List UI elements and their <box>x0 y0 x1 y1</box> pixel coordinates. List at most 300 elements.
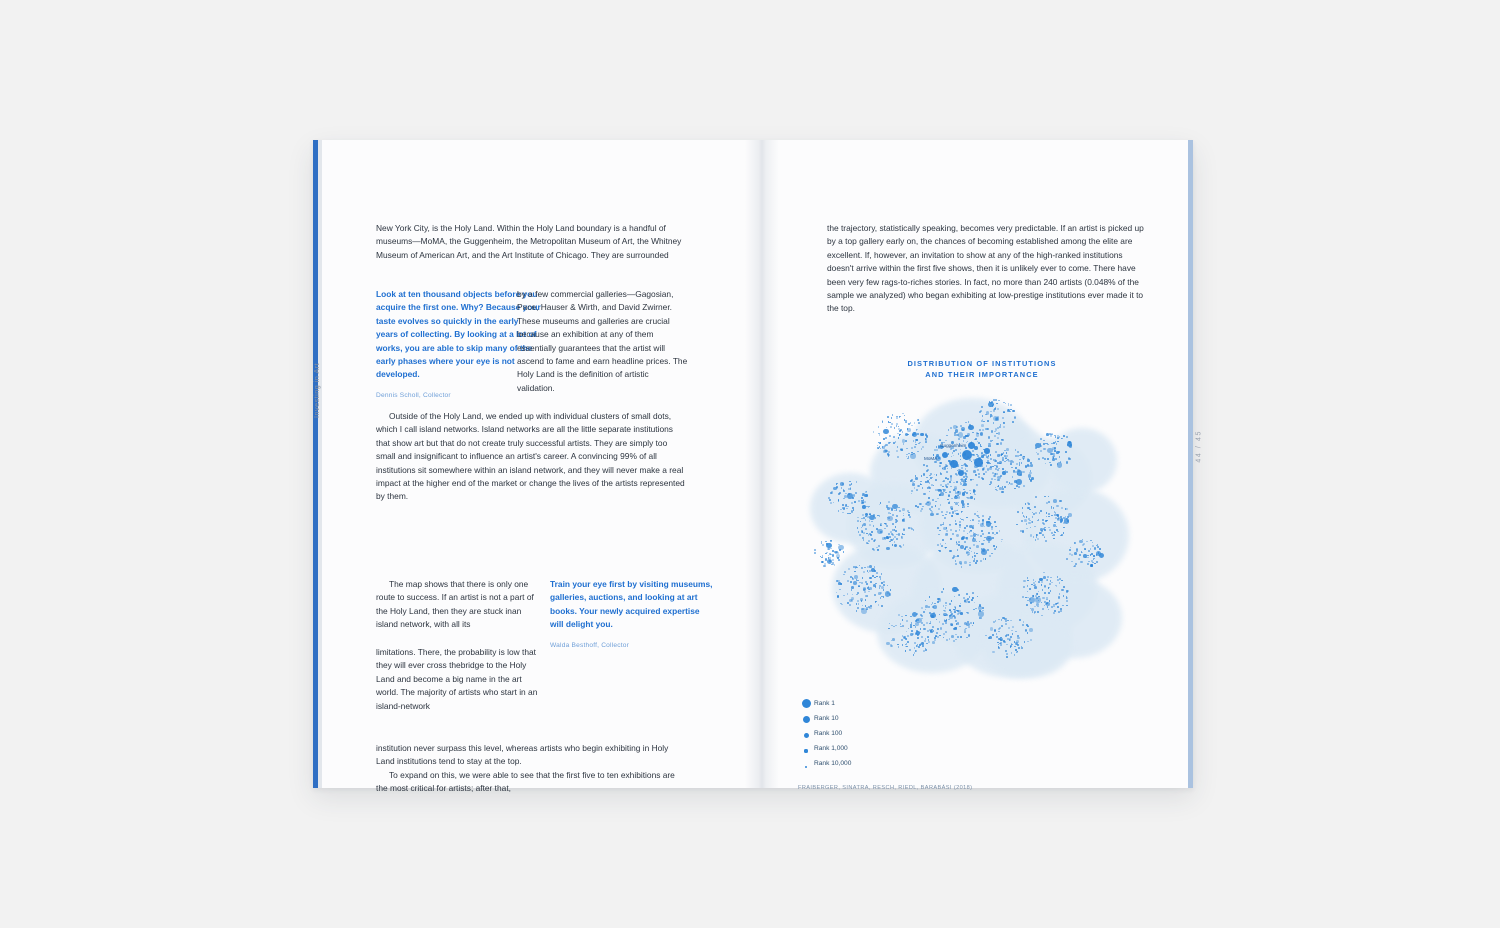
institution-dot <box>914 647 916 649</box>
institution-dot <box>920 503 922 505</box>
institution-dot <box>847 580 849 582</box>
institution-dot <box>1090 548 1092 550</box>
institution-dot <box>1012 476 1014 478</box>
institution-dots <box>792 378 1182 678</box>
institution-dot <box>910 626 912 628</box>
institution-dot <box>974 602 976 604</box>
institution-dot <box>850 488 852 490</box>
institution-dot <box>854 575 858 579</box>
institution-dot <box>990 458 992 460</box>
institution-dot <box>880 523 882 525</box>
institution-dot <box>934 449 936 451</box>
institution-dot <box>996 633 998 635</box>
institution-dot <box>1023 586 1025 588</box>
institution-dot <box>950 538 952 540</box>
institution-dot <box>862 505 866 509</box>
institution-dot <box>861 502 864 505</box>
institution-dot <box>954 434 956 436</box>
institution-dot <box>1085 549 1087 551</box>
institution-dot <box>946 471 948 473</box>
institution-dot <box>915 444 917 446</box>
institution-dot <box>983 558 985 560</box>
institution-dot <box>890 531 892 533</box>
institution-dot <box>978 517 980 519</box>
institution-dot <box>862 537 864 539</box>
institution-dot <box>963 436 966 439</box>
institution-dot <box>1054 447 1056 449</box>
institution-dot <box>935 479 937 481</box>
institution-dot <box>878 604 880 606</box>
institution-dot <box>972 597 974 599</box>
institution-dot <box>836 551 838 553</box>
institution-dot <box>1023 485 1025 487</box>
institution-dot <box>1007 620 1009 622</box>
institution-dot <box>980 560 982 562</box>
institution-dot <box>1040 450 1042 452</box>
institution-dot <box>857 607 859 609</box>
institution-dot <box>997 408 999 410</box>
figure-title <box>772 358 1192 380</box>
institution-dot <box>967 503 969 505</box>
institution-dot <box>981 617 983 619</box>
institution-dot <box>939 465 941 467</box>
institution-dot <box>960 449 962 451</box>
institution-dot <box>960 612 963 615</box>
institution-dot <box>894 427 896 429</box>
institution-dot <box>1048 516 1050 518</box>
institution-dot <box>1022 596 1024 598</box>
institution-dot <box>1057 435 1059 437</box>
institution-dot <box>842 504 844 506</box>
institution-dot <box>996 546 998 548</box>
institution-dot <box>948 495 950 497</box>
institution-dot <box>1015 467 1017 469</box>
institution-dot <box>974 555 976 557</box>
institution-dot <box>915 477 918 480</box>
institution-dot <box>861 567 864 570</box>
institution-dot <box>911 479 913 481</box>
institution-dot <box>868 534 870 536</box>
institution-dot <box>1014 480 1017 483</box>
institution-dot <box>836 487 838 489</box>
institution-dot <box>960 603 962 605</box>
institution-dot <box>1092 565 1094 567</box>
institution-dot <box>928 641 930 643</box>
institution-dot <box>982 429 984 431</box>
institution-dot <box>965 546 968 549</box>
institution-dot <box>1048 513 1050 515</box>
institution-dot <box>1069 549 1071 551</box>
institution-dot <box>901 536 903 538</box>
institution-dot <box>1057 576 1059 578</box>
institution-dot <box>823 565 826 568</box>
institution-dot <box>979 617 981 619</box>
institution-dot <box>1006 644 1008 646</box>
institution-dot <box>949 501 951 503</box>
institution-dot <box>945 605 947 607</box>
institution-dot <box>920 510 922 512</box>
institution-dot <box>1063 435 1065 437</box>
institution-dot <box>998 400 1000 402</box>
institution-dot <box>1020 454 1022 456</box>
institution-dot <box>952 452 954 454</box>
institution-dot <box>894 544 898 548</box>
institution-dot <box>945 492 947 494</box>
institution-dot <box>1041 584 1043 586</box>
institution-dot <box>950 506 953 509</box>
institution-dot <box>1053 534 1056 537</box>
institution-dot <box>914 642 916 644</box>
institution-dot <box>955 607 957 609</box>
institution-dot <box>1004 450 1006 452</box>
institution-dot <box>955 639 957 641</box>
institution-dot <box>906 646 908 648</box>
institution-dot <box>892 638 895 641</box>
institution-dot <box>1057 531 1059 533</box>
institution-dot <box>1057 462 1063 468</box>
institution-dot <box>985 454 987 456</box>
institution-dot <box>954 616 956 618</box>
institution-dot <box>958 594 960 596</box>
institution-dot <box>843 595 845 597</box>
institution-dot <box>963 597 965 599</box>
institution-dot <box>1003 411 1005 413</box>
institution-dot <box>1001 541 1003 543</box>
institution-dot <box>951 624 953 626</box>
institution-dot <box>997 454 1000 457</box>
institution-dot <box>826 543 828 545</box>
institution-dot <box>933 485 935 487</box>
institution-dot <box>983 540 985 542</box>
institution-dot <box>903 534 905 536</box>
institution-dot <box>857 580 859 582</box>
institution-dot <box>1063 532 1065 534</box>
institution-dot <box>922 506 924 508</box>
institution-dot <box>972 519 974 521</box>
institution-dot <box>1060 610 1062 612</box>
institution-dot <box>1044 605 1046 607</box>
institution-dot <box>860 521 862 523</box>
institution-dot <box>1024 641 1026 643</box>
institution-dot <box>847 593 849 595</box>
institution-dot <box>839 589 841 591</box>
institution-dot <box>1015 449 1017 451</box>
institution-dot <box>966 476 969 479</box>
institution-dot <box>936 446 938 448</box>
institution-dot <box>850 581 852 583</box>
institution-dot <box>934 603 936 605</box>
institution-dot <box>993 422 995 424</box>
institution-dot <box>959 521 961 523</box>
institution-dot <box>1066 597 1068 599</box>
left-paragraph-3b <box>376 646 542 713</box>
institution-dot <box>1000 475 1002 477</box>
institution-dot <box>1029 588 1031 590</box>
institution-dot <box>946 639 948 641</box>
institution-dot <box>1061 589 1064 592</box>
institution-dot <box>1027 641 1029 643</box>
institution-dot <box>996 403 998 405</box>
institution-dot <box>990 627 994 631</box>
institution-dot <box>1050 464 1052 466</box>
institution-dot <box>975 494 977 496</box>
institution-dot <box>995 399 997 401</box>
institution-dot <box>830 502 832 504</box>
institution-dot <box>962 429 964 431</box>
institution-dot <box>1066 605 1068 607</box>
institution-dot <box>943 610 945 612</box>
institution-dot <box>996 418 998 420</box>
institution-dot <box>994 548 996 550</box>
institution-dot <box>867 566 869 568</box>
institution-dot <box>946 614 948 616</box>
institution-dot <box>1011 620 1013 622</box>
institution-dot <box>938 534 940 536</box>
institution-dot <box>996 490 998 492</box>
institution-dot <box>1046 443 1048 445</box>
institution-dot <box>958 470 964 476</box>
institution-dot <box>829 553 831 555</box>
institution-dot <box>910 422 912 424</box>
institution-dot <box>896 450 898 452</box>
institution-dot <box>848 568 850 570</box>
institution-dot <box>838 500 840 502</box>
institution-dot <box>911 622 913 624</box>
institution-dot <box>1034 611 1036 613</box>
institution-dot <box>893 538 895 540</box>
institution-dot <box>876 572 878 574</box>
institution-dot <box>956 474 958 476</box>
institution-dot <box>991 430 994 433</box>
institution-dot <box>877 549 879 551</box>
institution-dot <box>925 438 927 440</box>
institution-dot <box>1057 579 1059 581</box>
institution-dot <box>1011 467 1013 469</box>
institution-dot <box>973 609 975 611</box>
institution-dot <box>868 591 870 593</box>
institution-dot <box>858 586 860 588</box>
institution-dot <box>863 587 866 590</box>
institution-dot <box>881 586 884 589</box>
institution-dot <box>1031 584 1033 586</box>
institution-dot <box>1068 457 1070 459</box>
institution-dot <box>975 562 977 564</box>
institution-dot <box>961 537 964 540</box>
institution-dot <box>879 587 881 589</box>
institution-dot <box>933 605 937 609</box>
institution-dot <box>941 511 943 513</box>
institution-dot <box>1009 482 1011 484</box>
institution-dot <box>881 573 883 575</box>
institution-dot <box>890 644 893 647</box>
institution-dot <box>974 458 983 467</box>
institution-dot <box>972 592 974 594</box>
institution-dot <box>979 541 981 543</box>
institution-dot <box>861 582 864 585</box>
institution-dot <box>988 436 991 439</box>
institution-dot <box>997 437 999 439</box>
institution-dot <box>916 631 920 635</box>
institution-dot <box>866 595 868 597</box>
institution-dot <box>896 515 898 517</box>
institution-dot <box>1030 464 1033 467</box>
institution-dot <box>902 625 904 627</box>
institution-dot <box>962 485 964 487</box>
institution-dot <box>894 541 896 543</box>
institution-dot <box>1019 459 1021 461</box>
institution-dot <box>1006 452 1008 454</box>
institution-dot <box>988 521 990 523</box>
institution-dot <box>858 603 860 605</box>
institution-dot <box>1054 450 1056 452</box>
institution-dot <box>1005 623 1007 625</box>
institution-dot <box>858 500 860 502</box>
institution-dot <box>1027 459 1030 462</box>
left-paragraph-3c <box>376 742 688 796</box>
institution-dot <box>1037 453 1039 455</box>
institution-dot <box>985 471 987 473</box>
institution-dot <box>1055 603 1057 605</box>
institution-dot <box>959 561 962 564</box>
institution-dot <box>900 448 903 451</box>
institution-dot <box>972 432 974 434</box>
paragraph-text: New York City, is the Holy Land. Within the Holy Land boundary is a handful of museums—MoMA, the Guggenheim, the Metropolitan Museum of Art, the Whitney Museum of American Art, and the Art Institute of Chicago. They are surrounded <box>376 223 682 260</box>
institution-dot <box>953 455 955 457</box>
institution-dot <box>902 644 904 646</box>
institution-dot <box>1020 474 1022 476</box>
institution-dot <box>910 633 913 636</box>
institution-dot <box>952 533 954 535</box>
institution-dot <box>1045 463 1047 465</box>
institution-dot <box>955 560 957 562</box>
institution-dot <box>1057 518 1059 520</box>
institution-dot <box>989 467 992 470</box>
institution-dot <box>923 493 926 496</box>
institution-dot <box>906 448 908 450</box>
institution-dot <box>935 501 937 503</box>
institution-dot <box>879 446 881 448</box>
institution-dot <box>1011 652 1013 654</box>
institution-dot <box>945 622 947 624</box>
institution-dot <box>945 631 947 633</box>
institution-dot <box>929 491 931 493</box>
institution-dot <box>890 539 892 541</box>
institution-dot <box>942 515 944 517</box>
institution-dot <box>1065 451 1067 453</box>
institution-dot <box>1059 456 1061 458</box>
institution-dot <box>1053 524 1056 527</box>
institution-dot <box>1004 641 1006 643</box>
legend-label: Rank 100 <box>814 730 843 737</box>
institution-dot <box>994 630 996 632</box>
institution-dot <box>847 513 849 515</box>
institution-dot <box>898 614 900 616</box>
institution-dot <box>992 651 995 654</box>
institution-dot <box>861 608 864 611</box>
institution-dot <box>955 563 957 565</box>
institution-dot <box>857 517 859 519</box>
institution-dot <box>1088 550 1090 552</box>
institution-dot <box>928 606 930 608</box>
running-head: Investing in Art <box>312 362 321 418</box>
institution-dot <box>1063 595 1065 597</box>
institution-dot <box>950 460 958 468</box>
institution-dot <box>1057 441 1059 443</box>
institution-dot <box>886 547 890 551</box>
institution-dot <box>942 481 944 483</box>
institution-dot <box>888 628 890 630</box>
institution-dot <box>958 505 960 507</box>
institution-dot <box>948 429 950 431</box>
institution-dot <box>976 545 979 548</box>
institution-dot <box>1015 631 1017 633</box>
institution-dot <box>1000 639 1002 641</box>
institution-dot <box>996 636 998 638</box>
institution-dot <box>969 490 971 492</box>
institution-dot <box>998 631 1000 633</box>
institution-dot <box>1049 529 1051 531</box>
institution-dot <box>1010 645 1012 647</box>
institution-dot <box>1096 561 1098 563</box>
institution-dot <box>966 637 968 639</box>
institution-dot <box>977 469 979 471</box>
institution-dot <box>910 527 912 529</box>
institution-dot <box>950 475 952 477</box>
institution-dot <box>979 429 981 431</box>
institution-dot <box>990 454 992 456</box>
institution-dot <box>982 607 984 609</box>
institution-dot <box>954 611 956 613</box>
institution-dot <box>1043 448 1046 451</box>
institution-dot <box>1051 515 1053 517</box>
institution-dot <box>1060 608 1062 610</box>
institution-dot <box>881 605 883 607</box>
institution-dot <box>909 516 911 518</box>
institution-dot <box>883 429 889 435</box>
institution-dot <box>821 541 823 543</box>
institution-dot <box>893 436 895 438</box>
institution-dot <box>957 555 959 557</box>
institution-dot <box>942 452 948 458</box>
institution-dot <box>1058 451 1060 453</box>
institution-dot <box>862 577 864 579</box>
institution-dot <box>985 428 988 431</box>
institution-dot <box>1001 619 1003 621</box>
institution-dot <box>879 576 881 578</box>
institution-dot <box>902 508 905 511</box>
institution-dot <box>1036 593 1039 596</box>
institution-dot <box>981 424 984 427</box>
institution-dot <box>906 638 908 640</box>
institution-dot <box>957 491 959 493</box>
institution-dot <box>977 515 979 517</box>
institution-dot <box>859 582 861 584</box>
institution-dot <box>999 530 1001 532</box>
left-paragraph-2 <box>376 410 688 504</box>
institution-dot <box>843 498 845 500</box>
institution-dot <box>980 410 982 412</box>
institution-dot <box>967 598 969 600</box>
institution-dot <box>977 596 979 598</box>
institution-dot <box>849 481 851 483</box>
institution-dot <box>946 435 948 437</box>
institution-dot <box>839 549 841 551</box>
institution-dot <box>1034 506 1036 508</box>
institution-dot <box>1024 519 1027 522</box>
institution-dot <box>962 450 972 460</box>
institution-dot <box>1027 464 1030 467</box>
institution-dot <box>1099 548 1101 550</box>
